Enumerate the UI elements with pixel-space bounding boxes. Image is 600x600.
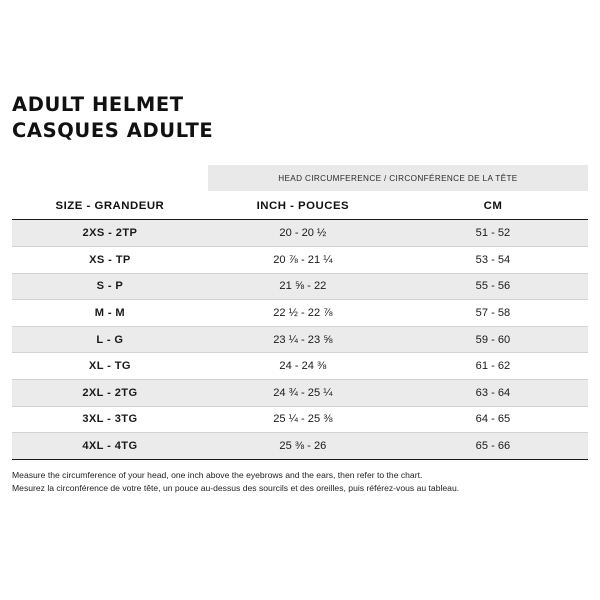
- table-row: [12, 273, 588, 300]
- column-header-size: SIZE - GRANDEUR: [12, 192, 208, 220]
- cell-size: 2XS - 2TP: [12, 220, 208, 247]
- note-french: Mesurez la circonférence de votre tête, un pouce au-dessus des sourcils et des oreilles, puis référez-vous au tableau.: [12, 483, 460, 494]
- table-body: [12, 220, 588, 459]
- group-header-row: [12, 165, 588, 192]
- title-french: CASQUES ADULTE: [12, 118, 214, 142]
- page-title: [12, 92, 588, 143]
- cell-cm: 53 - 54: [398, 247, 588, 274]
- cell-cm: 55 - 56: [398, 273, 588, 300]
- note-english: Measure the circumference of your head, one inch above the eyebrows and the ears, then refer to the chart.: [12, 469, 423, 480]
- table-row: [12, 380, 588, 407]
- cell-inch: 21 ⅝ - 22: [208, 273, 398, 300]
- cell-size: 2XL - 2TG: [12, 380, 208, 407]
- cell-cm: 59 - 60: [398, 326, 588, 353]
- cell-cm: 57 - 58: [398, 300, 588, 327]
- cell-inch: 20 ⅞ - 21 ¼: [208, 247, 398, 274]
- cell-size: 4XL - 4TG: [12, 433, 208, 460]
- table-row: [12, 433, 588, 460]
- cell-size: XL - TG: [12, 353, 208, 380]
- table-row: [12, 220, 588, 247]
- cell-inch: 24 ¾ - 25 ¼: [208, 380, 398, 407]
- table-row: [12, 406, 588, 433]
- cell-cm: 61 - 62: [398, 353, 588, 380]
- cell-inch: 25 ⅜ - 26: [208, 433, 398, 460]
- group-header-spacer: [12, 165, 208, 192]
- cell-size: M - M: [12, 300, 208, 327]
- cell-size: XS - TP: [12, 247, 208, 274]
- table-row: [12, 326, 588, 353]
- table-row: [12, 247, 588, 274]
- table-header: [12, 165, 588, 220]
- measurement-notes: [12, 469, 588, 496]
- cell-cm: 51 - 52: [398, 220, 588, 247]
- group-header-circumference: HEAD CIRCUMFERENCE / CIRCONFÉRENCE DE LA TÊTE: [208, 165, 588, 192]
- cell-size: S - P: [12, 273, 208, 300]
- table-row: [12, 353, 588, 380]
- size-chart-table: [12, 165, 588, 459]
- cell-size: 3XL - 3TG: [12, 406, 208, 433]
- title-english: ADULT HELMET: [12, 93, 184, 116]
- cell-size: L - G: [12, 326, 208, 353]
- table-row: [12, 300, 588, 327]
- cell-inch: 25 ¼ - 25 ⅜: [208, 406, 398, 433]
- cell-inch: 22 ½ - 22 ⅞: [208, 300, 398, 327]
- cell-cm: 63 - 64: [398, 380, 588, 407]
- cell-cm: 65 - 66: [398, 433, 588, 460]
- cell-cm: 64 - 65: [398, 406, 588, 433]
- column-header-inch: INCH - POUCES: [208, 192, 398, 220]
- cell-inch: 23 ¼ - 23 ⅝: [208, 326, 398, 353]
- cell-inch: 24 - 24 ⅜: [208, 353, 398, 380]
- cell-inch: 20 - 20 ½: [208, 220, 398, 247]
- column-header-row: [12, 192, 588, 220]
- column-header-cm: CM: [398, 192, 588, 220]
